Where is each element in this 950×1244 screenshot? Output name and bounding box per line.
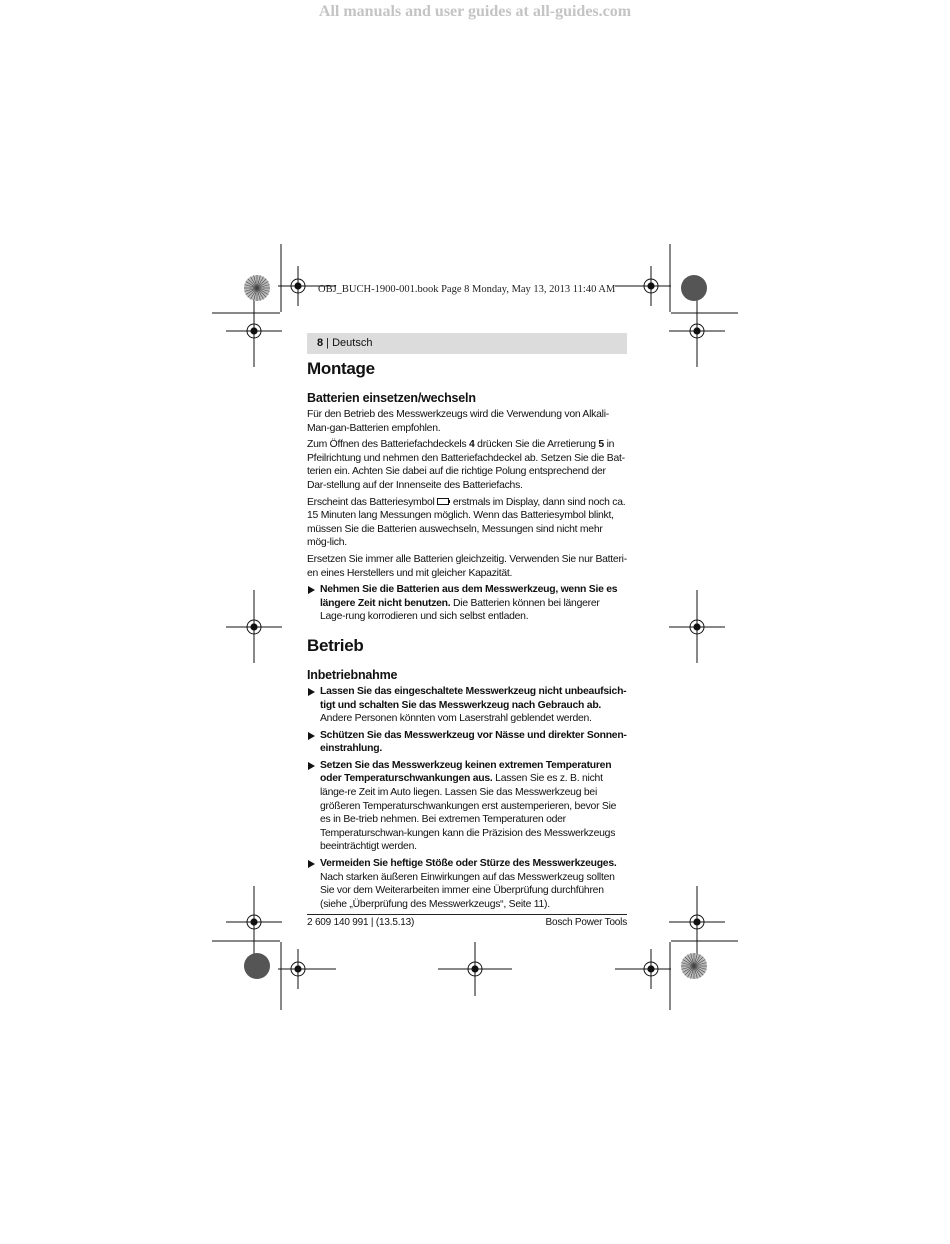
header-language: Deutsch [332,337,373,349]
paragraph-recommendation: Für den Betrieb des Messwerkzeugs wird die Verwendung von Alkali-Man-gan-Batterien empfohlen. [307,409,609,434]
page-number: 8 [317,337,324,349]
dark-circle-mark-icon [244,953,270,979]
bullet-remove-batteries: Nehmen Sie die Batterien aus dem Messwerkzeug, wenn Sie es längere Zeit nicht benutzen. Die Batterien können bei längerer Lage-rung korrodieren und sich selbst entladen. [307,583,627,624]
subsection-title-batteries: Batterien einsetzen/wechseln [307,391,476,405]
header-separator: | [323,337,333,349]
bullet-impacts: Vermeiden Sie heftige Stöße oder Stürze des Messwerkzeuges. Nach starken äußeren Einwirkungen auf das Messwerkzeug sollten Sie vor dem Weiterarbeiten immer eine Überprüfung durchführen (siehe „Überprüfung des Messwerkzeugs“, Seite 11). [307,857,627,911]
battery-low-icon [437,498,450,505]
section-title-betrieb: Betrieb [307,635,364,655]
paragraph-battery-symbol: Erscheint das Batteriesymbol erstmals im Display, dann sind noch ca. 15 Minuten lang Messungen möglich. Wenn das Batteriesymbol blinkt, müssen Sie die Batterien auswechseln, Messungen sind nicht mehr mög-lich. [307,496,626,549]
footer-document-number: 2 609 140 991 | (13.5.13) [307,917,415,928]
paragraph-open-cover: Zum Öffnen des Batteriefachdeckels 4 drücken Sie die Arretierung 5 in Pfeilrichtung und nehmen den Batteriefachdeckel ab. Setzen Sie die Bat-terien ein. Achten Sie dabei auf die richtige Polung entsprechend der Dar-stellung auf der Innenseite des Batteriefachs. [307,439,625,491]
bullet-moisture: Schützen Sie das Messwerkzeug vor Nässe und direkter Sonnen-einstrahlung. [307,729,627,756]
paragraph-replace-all: Ersetzen Sie immer alle Batterien gleichzeitig. Verwenden Sie nur Batteri-en eines Herstellers und mit gleicher Kapazität. [307,553,627,579]
triangle-bullet-icon [308,762,315,770]
print-slug: OBJ_BUCH-1900-001.book Page 8 Monday, May 13, 2013 11:40 AM [318,284,616,295]
watermark: All manuals and user guides at all-guides.com [318,3,632,20]
bullet-unattended: Lassen Sie das eingeschaltete Messwerkzeug nicht unbeaufsich-tigt und schalten Sie das Messwerkzeug nach Gebrauch ab. Andere Personen könnten vom Laserstrahl geblendet werden. [307,685,627,726]
dark-circle-mark-icon [681,275,707,301]
triangle-bullet-icon [308,732,315,740]
triangle-bullet-icon [308,586,315,594]
subsection-title-inbetriebnahme: Inbetriebnahme [307,667,398,682]
triangle-bullet-icon [308,688,315,696]
page-footer [307,914,627,928]
triangle-bullet-icon [308,860,315,868]
footer-brand: Bosch Power Tools [545,917,627,928]
manual-page [307,333,627,911]
section-title-montage: Montage [307,359,375,378]
bullet-temperature: Setzen Sie das Messwerkzeug keinen extremen Temperaturen oder Temperaturschwankungen aus. Lassen Sie es z. B. nicht länge-re Zeit im Auto liegen. Lassen Sie das Messwerkzeug bei größeren Temperaturschwankungen erst austemperieren, bevor Sie es in Be-trieb nehmen. Bei extremen Temperaturen oder Temperaturschwan-kungen kann die Präzision des Messwerkzeugs beeinträchtigt werden. [307,759,627,854]
page-header [307,333,627,354]
